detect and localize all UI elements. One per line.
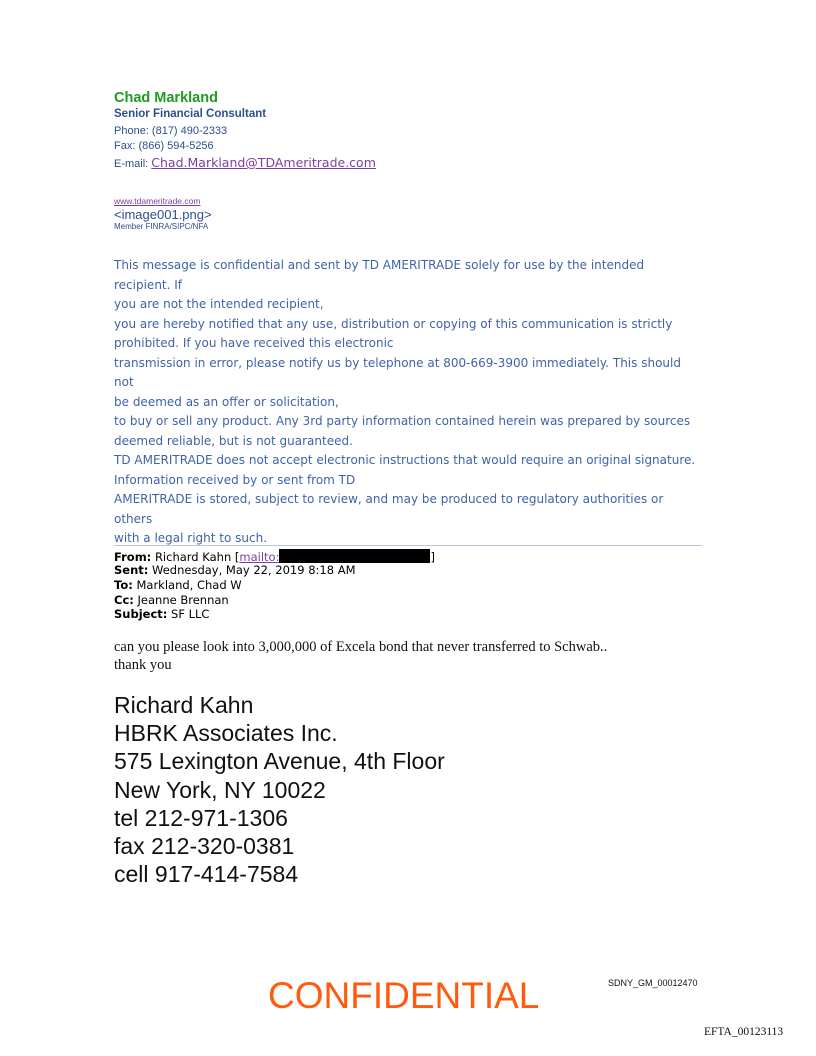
mailto-open: [	[234, 550, 240, 564]
mailto-link[interactable]: mailto:	[239, 550, 280, 564]
disclaimer-line: be deemed as an offer or solicitation,	[114, 394, 339, 409]
disclaimer-line: transmission in error, please notify us by telephone at 800-669-3900 immediately. This should not	[114, 355, 681, 389]
cc-label: Cc:	[114, 593, 134, 607]
kahn-company: HBRK Associates Inc.	[114, 720, 338, 746]
efta-number: EFTA_00123113	[704, 1026, 784, 1038]
website-link[interactable]: www.tdameritrade.com	[114, 196, 201, 206]
from-line	[114, 549, 435, 564]
kahn-name: Richard Kahn	[114, 692, 254, 718]
kahn-cell: cell 917-414-7584	[114, 861, 299, 887]
sender-title: Senior Financial Consultant	[114, 108, 267, 120]
disclaimer-line: AMERITRADE is stored, subject to review, and may be produced to regulatory authorities or others	[114, 492, 664, 526]
to-value: Markland, Chad W	[136, 578, 242, 592]
email-label: E-mail:	[114, 158, 152, 170]
header-divider	[114, 545, 702, 546]
image-placeholder: <image001.png>	[114, 207, 212, 222]
sender-name: Chad Markland	[114, 90, 218, 106]
subject-value: SF LLC	[171, 607, 210, 621]
cc-line	[114, 593, 229, 607]
disclaimer-line: to buy or sell any product. Any 3rd party information contained herein was prepared by sources	[114, 414, 691, 428]
sender-email-line	[114, 155, 376, 170]
disclaimer-line: Information received by or sent from TD	[114, 472, 356, 487]
sender-fax: Fax: (866) 594-5256	[114, 140, 214, 152]
member-note: Member FINRA/SIPC/NFA	[114, 222, 209, 231]
disclaimer-line: TD AMERITRADE does not accept electronic instructions that would require an original signature.	[114, 453, 696, 467]
disclaimer-line: with a legal right to such.	[114, 531, 268, 545]
to-label: To:	[114, 578, 133, 592]
sent-label: Sent:	[114, 563, 149, 577]
body-line-2: thank you	[114, 657, 172, 673]
kahn-fax: fax 212-320-0381	[114, 833, 295, 859]
disclaimer-line: you are hereby notified that any use, distribution or copying of this communication is strictly	[114, 316, 673, 331]
sender-phone: Phone: (817) 490-2333	[114, 125, 228, 137]
mailto-close: ]	[430, 550, 435, 564]
sent-line	[114, 563, 356, 577]
disclaimer-line: you are not the intended recipient,	[114, 297, 324, 311]
from-label: From:	[114, 550, 152, 564]
disclaimer	[114, 256, 704, 549]
to-line	[114, 578, 242, 592]
email-link[interactable]: Chad.Markland@TDAmeritrade.com	[151, 155, 376, 170]
confidential-stamp: CONFIDENTIAL	[268, 975, 540, 1016]
disclaimer-line: This message is confidential and sent by TD AMERITRADE solely for use by the intended recipient. If	[114, 258, 645, 292]
disclaimer-line: prohibited. If you have received this electronic	[114, 336, 394, 350]
sent-value: Wednesday, May 22, 2019 8:18 AM	[152, 563, 356, 577]
redaction-block	[279, 549, 430, 563]
body-line-1: can you please look into 3,000,000 of Excela bond that never transferred to Schwab..	[114, 639, 608, 655]
from-value: Richard Kahn	[154, 550, 232, 564]
cc-value: Jeanne Brennan	[137, 593, 229, 607]
kahn-tel: tel 212-971-1306	[114, 805, 288, 831]
subject-label: Subject:	[114, 607, 168, 621]
bates-number: SDNY_GM_00012470	[608, 978, 698, 988]
disclaimer-line: deemed reliable, but is not guaranteed.	[114, 433, 353, 448]
kahn-address: 575 Lexington Avenue, 4th Floor	[114, 748, 445, 774]
subject-line	[114, 607, 209, 621]
kahn-city: New York, NY 10022	[114, 777, 326, 803]
